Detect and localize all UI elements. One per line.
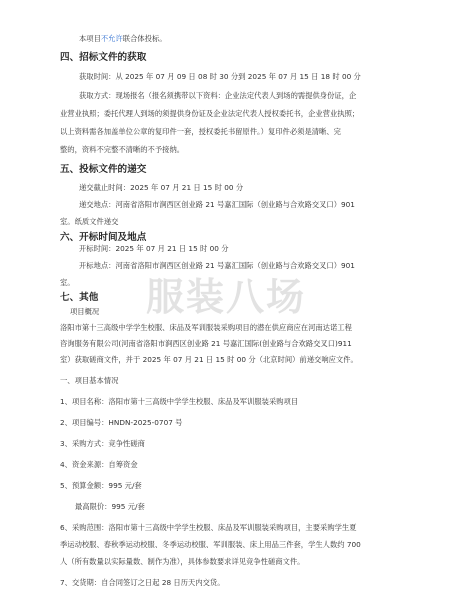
overview-line: 咨询服务有限公司(河南省洛阳市涧西区创业路 21 号嘉汇国际(创业路与合欢路交叉口)911 [60,339,352,348]
scope-line: 季运动校服、春秋季运动校服、冬季运动校服、军训服装、床上用品三件套，学生人数约 700 [60,540,361,549]
intro-highlight: 不允许 [100,34,123,43]
section-4-method-line: 以上资料需各加盖单位公章的复印件一套，授权委托书留原件。）复印件必须是清晰、完 [60,127,341,136]
section-7-subtitle: 项目概况 [70,307,100,316]
intro-prefix: 本项目 [79,34,101,43]
section-5-place-line: 室。纸质文件递交 [60,217,119,226]
delivery-line: 7、交货期：自合同签订之日起 28 日历天内交货。 [60,578,225,587]
info-item: 4、资金来源：自筹资金 [60,460,138,469]
scope-line: 6、采购范围：洛阳市第十三高级中学学生校服、床品及军训服装采购项目，主要采购学生夏 [60,523,357,532]
section-4-method-line: 业营业执照；委托代理人到场的须提供身份证及企业法定代表人授权委托书，企业营业执照； [60,109,360,118]
section-4-method-line: 整的，资料不完整不清晰的不予接纳。 [60,145,185,154]
basic-info-title: 一、项目基本情况 [60,376,119,385]
section-5-title: 五、投标文件的递交 [60,164,147,175]
scope-line: 人（所有数量以实际量数、制作为准），具体参数要求详见竞争性磋商文件。 [60,557,305,566]
info-item: 1、项目名称：洛阳市第十三高级中学学生校服、床品及军训服装采购项目 [60,397,299,406]
watermark-text: 服装八场 [146,275,307,319]
section-5-deadline: 递交截止时间：2025 年 07 月 21 日 15 时 00 分 [79,183,244,192]
section-7-title: 七、其他 [60,292,99,303]
section-4-time: 获取时间：从 2025 年 07 月 09 日 08 时 30 分到 2025 年 07 月 15 日 18 时 00 分 [79,72,361,81]
intro-line [79,34,167,44]
section-6-time: 开标时间：2025 年 07 月 21 日 15 时 00 分 [79,244,229,253]
section-4-method-line: 获取方式：现场报名（报名须携带以下资料：企业法定代表人到场的需提供身份证，企 [79,91,357,100]
section-6-place-line: 室。 [60,278,75,287]
intro-suffix: 联合体投标。 [122,34,167,43]
section-6-place-line: 开标地点：河南省洛阳市涧西区创业路 21 号嘉汇国际（创业路与合欢路交叉口）901 [79,261,355,270]
info-item: 最高限价：995 元/套 [75,502,145,511]
info-item: 3、采购方式：竞争性磋商 [60,439,145,448]
overview-line: 室）获取磋商文件，并于 2025 年 07 月 21 日 15 时 00 分（北京时间）前递交响应文件。 [60,355,358,364]
overview-line: 洛阳市第十三高级中学学生校服、床品及军训服装采购项目的潜在供应商应在河南达诺工程 [60,323,352,332]
section-5-place-line: 递交地点：河南省洛阳市涧西区创业路 21 号嘉汇国际（创业路与合欢路交叉口）901 [79,200,355,209]
info-item: 5、预算金额：995 元/套 [60,481,142,490]
section-4-title: 四、招标文件的获取 [60,52,147,63]
info-item: 2、项目编号：HNDN-2025-0707 号 [60,418,183,427]
section-6-title: 六、开标时间及地点 [60,232,147,243]
